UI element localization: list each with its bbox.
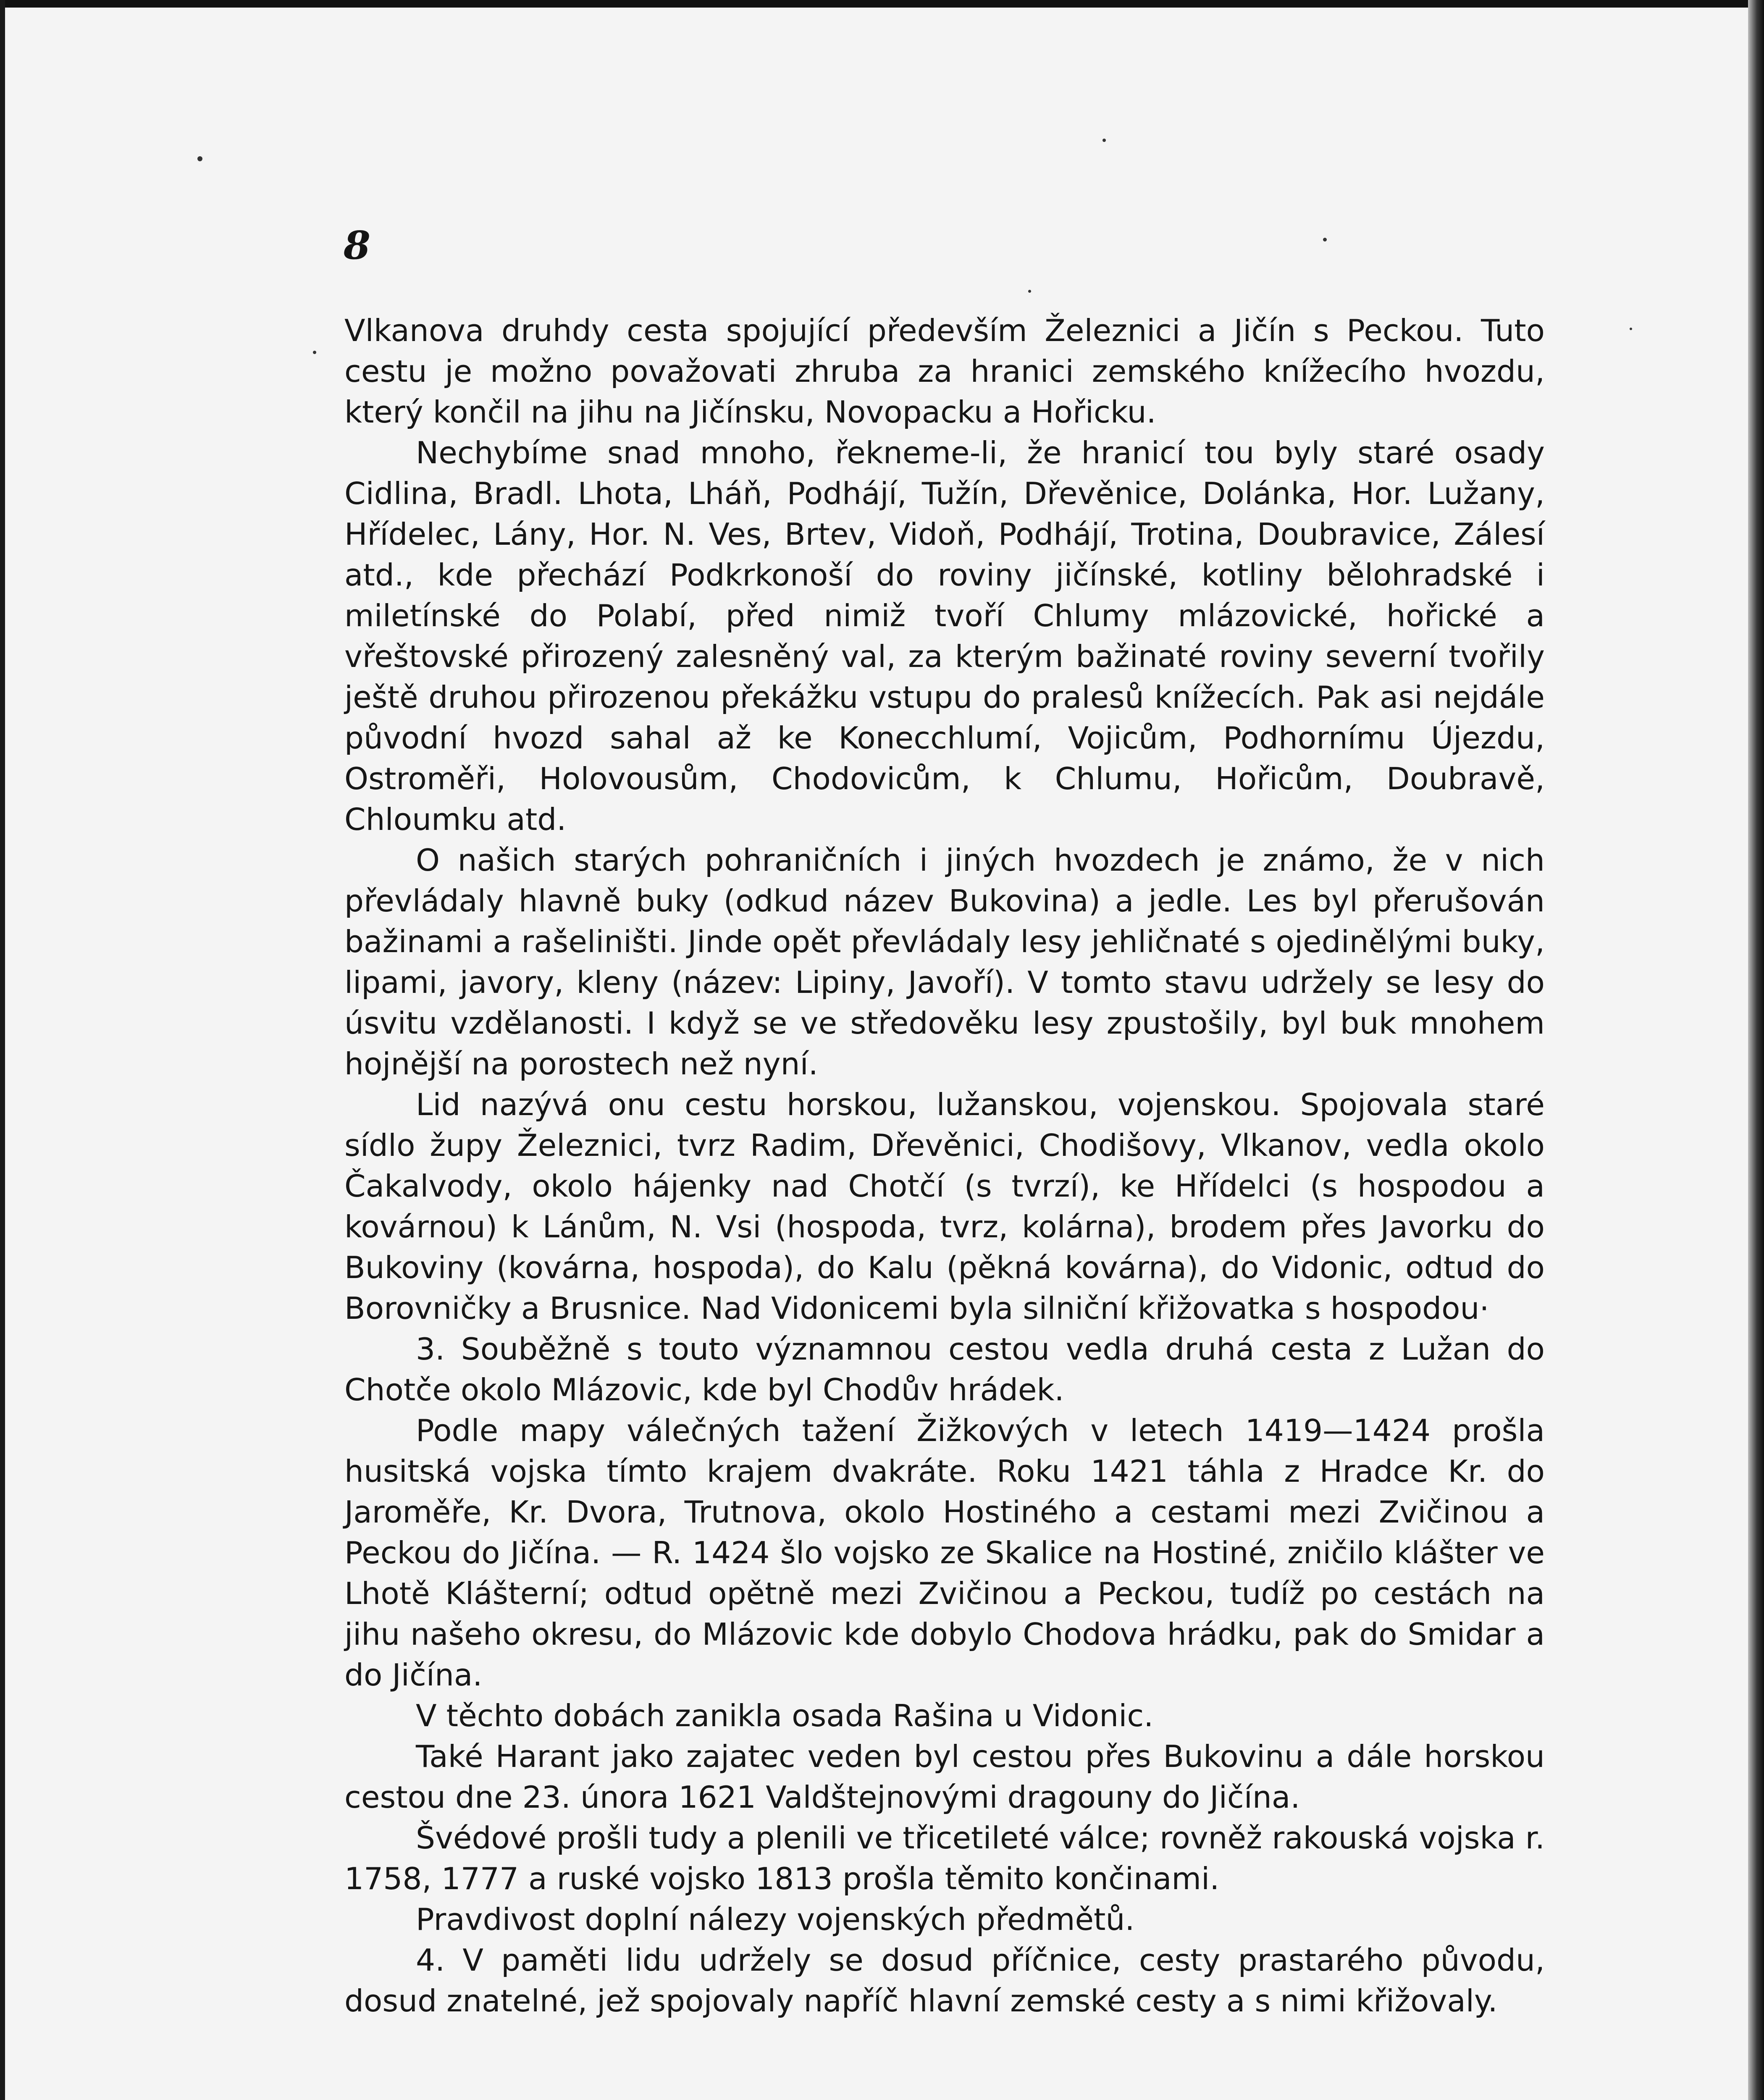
scan-speck [1102, 139, 1106, 142]
scan-shadow-right [1748, 0, 1764, 2100]
paragraph: Také Harant jako zajatec veden byl cestou přes Bukovinu a dále horskou cestou dne 23. února 1621 Valdštejnovými dragouny do Jičína. [344, 1739, 1545, 1815]
paragraph: Lid nazývá onu cestu horskou, lužanskou, vojenskou. Spojovala staré sídlo župy Železnici, tvrz Radim, Dřevěnici, Chodišovy, Vlkanov, vedla okolo Čakalvody, okolo hájenky nad Chotčí (s tvrzí), ke Hřídelci (s hospodou a kovárnou) k Lánům, N. Vsi (hospoda, tvrz, kolárna), brodem přes Javorku do Bukoviny (kovárna, hospoda), do Kalu (pěkná kovárna), do Vidonic, odtud do Borovničky a Brusnice. Nad Vidonicemi byla silniční křižovatka s hospodou· [344, 1087, 1545, 1326]
body-text [344, 311, 1545, 2022]
paragraph: O našich starých pohraničních i jiných hvozdech je známo, že v nich převládaly hlavně buky (odkud název Bukovina) a jedle. Les byl přerušován bažinami a rašeliništi. Jinde opět převládaly lesy jehličnaté s ojedinělými buky, lipami, javory, kleny (název: Lipiny, Javoří). V tomto stavu udržely se lesy do úsvitu vzdělanosti. I když se ve středověku lesy zpustošily, byl buk mnohem hojnější na porostech než nyní. [344, 843, 1545, 1082]
paragraph: V těchto dobách zanikla osada Rašina u Vidonic. [416, 1698, 1154, 1734]
scan-speck [1630, 328, 1632, 330]
scan-speck [1028, 290, 1031, 293]
scan-speck [313, 351, 316, 354]
paragraph: 3. Souběžně s touto významnou cestou vedla druhá cesta z Lužan do Chotče okolo Mlázovic, kde byl Chodův hrádek. [344, 1332, 1545, 1408]
paragraph: Vlkanova druhdy cesta spojující především Železnici a Jičín s Peckou. Tuto cestu je možno považovati zhruba za hranici zemského knížecího hvozdu, který končil na jihu na Jičínsku, Novopacku a Hořicku. [344, 313, 1545, 430]
paragraph: Podle mapy válečných tažení Žižkových v letech 1419—1424 prošla husitská vojska tímto krajem dvakráte. Roku 1421 táhla z Hradce Kr. do Jaroměře, Kr. Dvora, Trutnova, okolo Hostiného a cestami mezi Zvičinou a Peckou do Jičína. — R. 1424 šlo vojsko ze Skalice na Hostiné, zničilo klášter ve Lhotě Klášterní; odtud opětně mezi Zvičinou a Peckou, tudíž po cestách na jihu našeho okresu, do Mlázovic kde dobylo Chodova hrádku, pak do Smidar a do Jičína. [344, 1413, 1545, 1693]
scan-shadow-left [0, 0, 5, 2100]
scan-speck [197, 156, 202, 161]
page-number: 8 [344, 223, 371, 268]
paragraph: 4. V paměti lidu udržely se dosud příčnice, cesty prastarého původu, dosud znatelné, jež spojovaly napříč hlavní zemské cesty a s nimi křižovaly. [344, 1943, 1545, 2019]
paragraph: Pravdivost doplní nálezy vojenských předmětů. [416, 1902, 1135, 1937]
paragraph: Švédové prošli tudy a plenili ve třicetileté válce; rovněž rakouská vojska r. 1758, 1777 a ruské vojsko 1813 prošla těmito končinami. [344, 1821, 1545, 1897]
paragraph: Nechybíme snad mnoho, řekneme-li, že hranicí tou byly staré osady Cidlina, Bradl. Lhota, Lháň, Podhájí, Tužín, Dřevěnice, Dolánka, Hor. Lužany, Hřídelec, Lány, Hor. N. Ves, Brtev, Vidoň, Podhájí, Trotina, Doubravice, Zálesí atd., kde přechází Podkrkonoší do roviny jičínské, kotliny bělohradské i miletínské do Polabí, před nimiž tvoří Chlumy mlázovické, hořické a vřeštovské přirozený zalesněný val, za kterým bažinaté roviny severní tvořily ještě druhou přirozenou překážku vstupu do pralesů knížecích. Pak asi nejdále původní hvozd sahal až ke Konecchlumí, Vojicům, Podhornímu Újezdu, Ostroměři, Holovousům, Chodovicům, k Chlumu, Hořicům, Doubravě, Chloumku atd. [344, 436, 1545, 837]
scan-speck [1323, 238, 1327, 242]
